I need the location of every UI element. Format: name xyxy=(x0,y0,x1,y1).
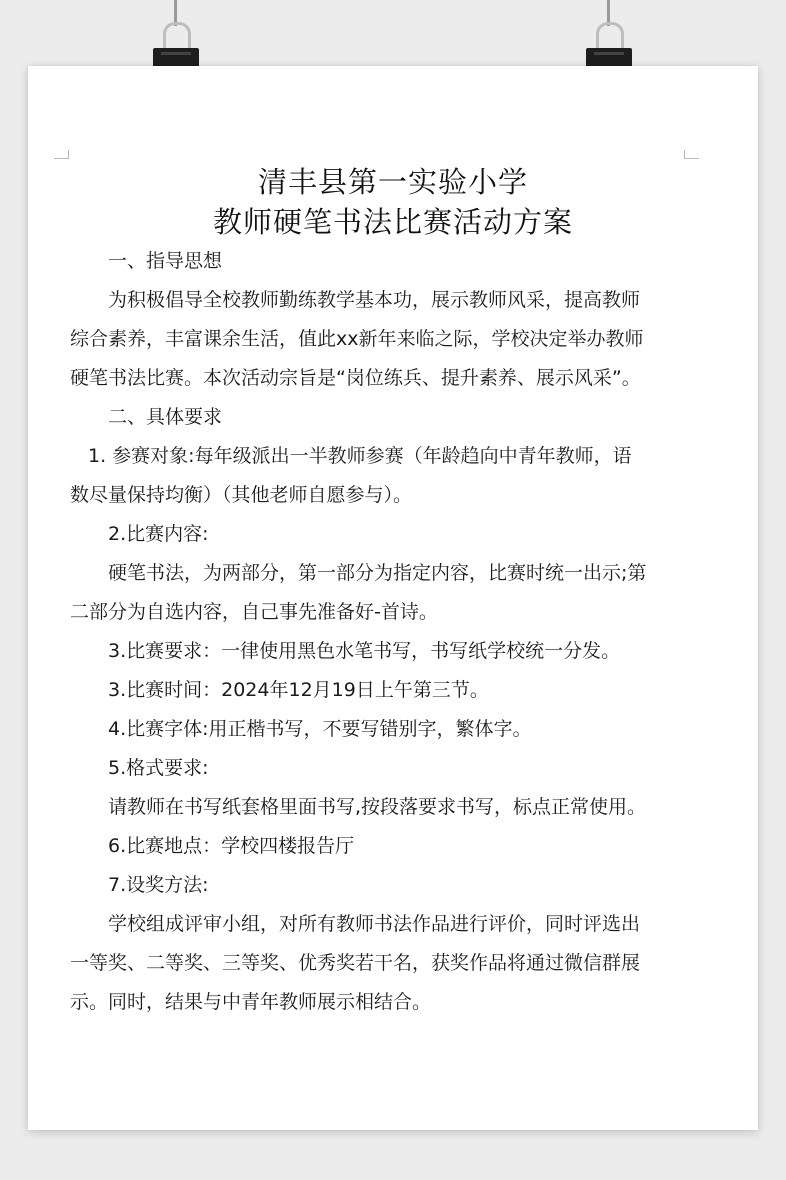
paragraph-line: 请教师在书写纸套格里面书写,按段落要求书写，标点正常使用。 xyxy=(108,796,647,818)
item-heading: 2.比赛内容: xyxy=(108,523,209,545)
paragraph-line: 为积极倡导全校教师勤练教学基本功，展示教师风采，提高教师 xyxy=(108,289,641,311)
paragraph-line: 数尽量保持均衡）（其他老师自愿参与）。 xyxy=(70,484,413,506)
paragraph-line: 硬笔书法比赛。本次活动宗旨是“岗位练兵、提升素养、展示风采”。 xyxy=(70,367,641,389)
paragraph-line: 6.比赛地点：学校四楼报告厅 xyxy=(108,835,355,857)
document-title-line-1: 清丰县第一实验小学 xyxy=(257,165,528,199)
section-heading-requirements: 二、具体要求 xyxy=(108,406,223,428)
paragraph-line: 3.比赛要求：一律使用黑色水笔书写，书写纸学校统一分发。 xyxy=(108,640,621,662)
document-page xyxy=(28,66,758,1130)
paragraph-line: 硬笔书法，为两部分，第一部分为指定内容，比赛时统一出示;第 xyxy=(108,562,647,584)
crop-mark-top-left xyxy=(54,150,69,159)
crop-mark-top-right xyxy=(684,150,699,159)
paragraph-line: 4.比赛字体:用正楷书写，不要写错别字，繁体字。 xyxy=(108,718,532,740)
paragraph-line: 学校组成评审小组，对所有教师书法作品进行评价，同时评选出 xyxy=(108,913,641,935)
document-title-line-2: 教师硬笔书法比赛活动方案 xyxy=(212,205,573,239)
paragraph-line: 3.比赛时间：2024年12月19日上午第三节。 xyxy=(108,679,489,701)
paragraph-line: 综合素养，丰富课余生活，值此xx新年来临之际，学校决定举办教师 xyxy=(70,328,644,350)
section-heading-guiding-idea: 一、指导思想 xyxy=(108,250,223,272)
paragraph-line: 1. 参赛对象:每年级派出一半教师参赛（年龄趋向中青年教师，语 xyxy=(88,445,632,467)
paragraph-line: 二部分为自选内容，自己事先准备好-首诗。 xyxy=(70,601,438,623)
paragraph-line: 一等奖、二等奖、三等奖、优秀奖若干名，获奖作品将通过微信群展 xyxy=(70,952,641,974)
item-heading: 7.设奖方法: xyxy=(108,874,209,896)
item-heading: 5.格式要求: xyxy=(108,757,209,779)
paragraph-line: 示。同时，结果与中青年教师展示相结合。 xyxy=(70,991,432,1013)
